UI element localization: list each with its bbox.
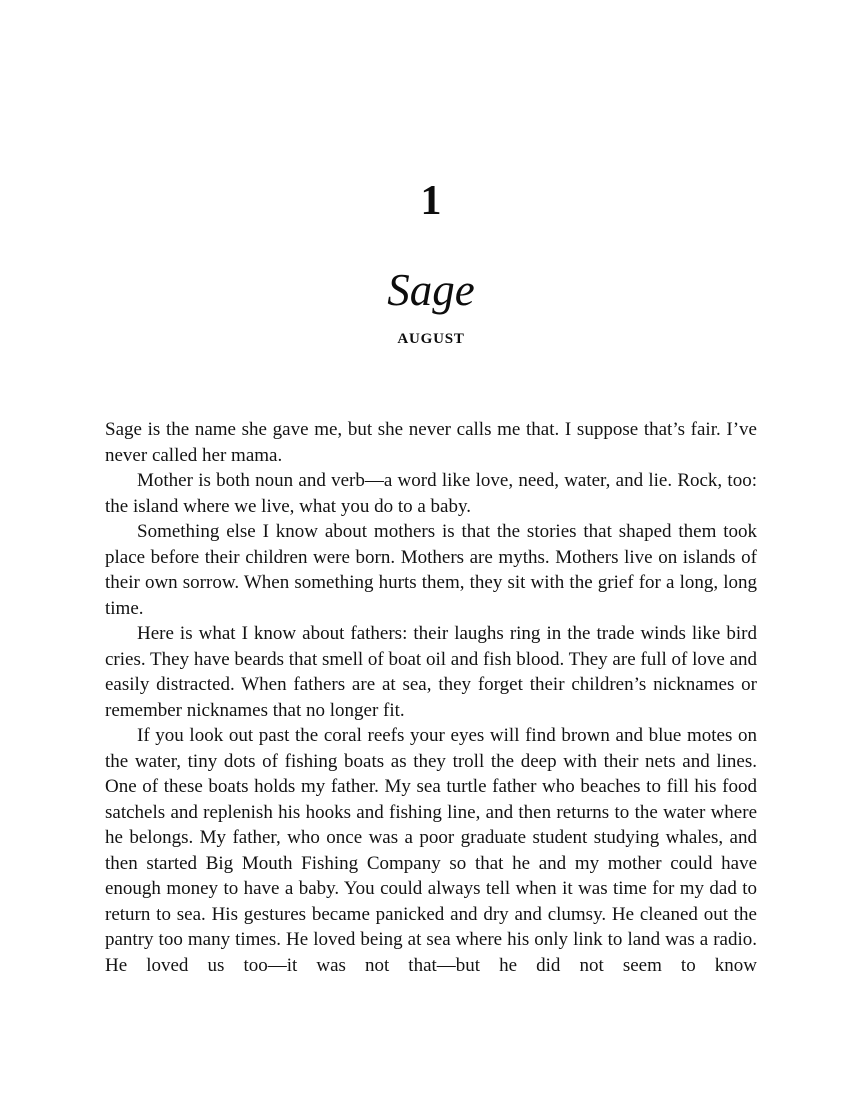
body-paragraph: Something else I know about mothers is that the stories that shaped them took place before their children were born. Mothers are myths. Mothers live on islands of their own sorrow. When something hurts them, they sit with the grief for a long, long time.: [105, 521, 757, 619]
chapter-number: 1: [420, 178, 442, 224]
body-paragraph: If you look out past the coral reefs your eyes will find brown and blue motes on the water, tiny dots of fishing boats as they troll the deep with their nets and lines. One of these boats holds my father. My sea turtle father who beaches to fill his food satchels and replenish his hooks and fishing line, and then returns to the water where he belongs. My father, who once was a poor graduate student studying whales, and then started Big Mouth Fishing Company so that he and my mother could have enough money to have a baby. You could always tell when it was time for my dad to return to sea. His gestures became panicked and dry and clumsy. He cleaned out the pantry too many times. He loved being at sea where his only link to land was a radio. He loved us too—it was not that—but he did not seem to know: [105, 725, 757, 976]
body-paragraph: Mother is both noun and verb—a word like love, need, water, and lie. Rock, too: the island where we live, what you do to a baby.: [105, 470, 757, 517]
body-paragraph: Sage is the name she gave me, but she never calls me that. I suppose that’s fair. I’ve never called her mama.: [105, 419, 757, 466]
chapter-subtitle: AUGUST: [397, 331, 465, 347]
chapter-title: Sage: [387, 265, 475, 315]
body-paragraph: Here is what I know about fathers: their laughs ring in the trade winds like bird cries. They have beards that smell of boat oil and fish blood. They are full of love and easily distracted. When fathers are at sea, they forget their children’s nicknames or remember nicknames that no longer fit.: [105, 623, 757, 721]
body-text: [105, 417, 757, 978]
